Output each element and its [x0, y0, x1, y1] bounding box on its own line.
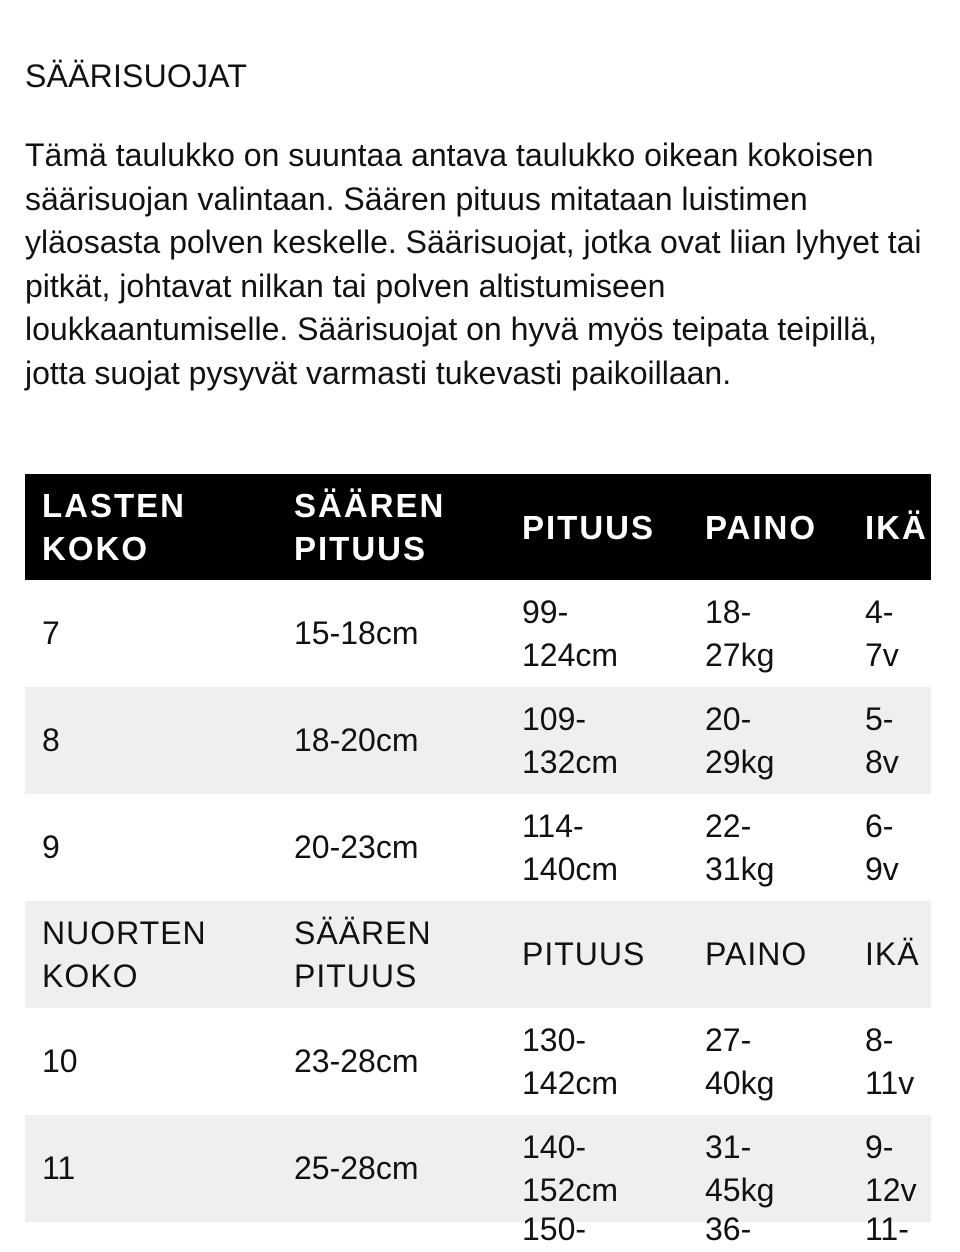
youth-header-row: [25, 901, 931, 1008]
cell-size: 10: [42, 1043, 78, 1079]
youth-header-age: IKÄ: [865, 936, 920, 972]
cell-age: 6- 9v: [865, 807, 899, 887]
page-title: SÄÄRISUOJAT: [25, 58, 248, 94]
cell-weight: 27- 40kg: [705, 1021, 775, 1101]
table-row-cutoff: [25, 1222, 931, 1252]
cell-weight: 22- 31kg: [705, 807, 775, 887]
cell-weight: 31- 45kg: [705, 1128, 775, 1208]
header-size: LASTEN KOKO: [42, 487, 186, 567]
cell-age: 5- 8v: [865, 700, 899, 780]
cell-size: 8: [42, 722, 60, 758]
cell-height: 114- 140cm: [522, 807, 619, 887]
intro-paragraph: Tämä taulukko on suuntaa antava taulukko oikean kokoisen säärisuojan valintaan. Säären pituus mitataan luistimen yläosasta polven keskelle. Säärisuojat, jotka ovat liian lyhyet tai pitkät, johtavat nilkan tai polven altistumiseen loukkaantumiselle. Säärisuojat on hyvä myös teipata teipillä, jotta suojat pysyvät varmasti tukevasti paikoillaan.: [25, 137, 922, 391]
table-row: [25, 1115, 931, 1222]
cell-age: 9- 12v: [865, 1128, 917, 1208]
youth-header-height: PITUUS: [522, 936, 646, 972]
cell-weight: 20- 29kg: [705, 700, 775, 780]
table-row: [25, 687, 931, 794]
cell-height: 140- 152cm: [522, 1128, 619, 1208]
cell-age: 4- 7v: [865, 593, 899, 673]
cell-height: 130- 142cm: [522, 1021, 619, 1101]
cell-weight: 18- 27kg: [705, 593, 775, 673]
table-row: [25, 580, 931, 687]
header-weight: PAINO: [705, 508, 818, 546]
table-row: [25, 794, 931, 901]
youth-header-shin: SÄÄREN PITUUS: [294, 914, 432, 994]
youth-header-weight: PAINO: [705, 936, 808, 972]
cell-height: 150-: [522, 1211, 587, 1247]
table-header-row: [25, 474, 931, 580]
cell-height: 99- 124cm: [522, 593, 619, 673]
cell-size: 9: [42, 829, 60, 865]
table-row: [25, 1008, 931, 1115]
cell-shin: 25-28cm: [294, 1150, 419, 1186]
cell-age: 11-: [865, 1211, 909, 1247]
cell-shin: 20-23cm: [294, 829, 419, 865]
header-shin: SÄÄREN PITUUS: [294, 487, 446, 567]
cell-shin: 23-28cm: [294, 1043, 419, 1079]
header-age: IKÄ: [865, 508, 928, 546]
cell-shin: 18-20cm: [294, 722, 419, 758]
cell-size: 7: [42, 615, 60, 651]
header-height: PITUUS: [522, 508, 656, 546]
cell-height: 109- 132cm: [522, 700, 619, 780]
cell-weight: 36-: [705, 1211, 752, 1247]
size-table: [25, 474, 931, 1252]
youth-header-size: NUORTEN KOKO: [42, 914, 207, 994]
cell-size: 11: [42, 1150, 76, 1186]
cell-shin: 15-18cm: [294, 615, 419, 651]
cell-age: 8- 11v: [865, 1021, 915, 1101]
